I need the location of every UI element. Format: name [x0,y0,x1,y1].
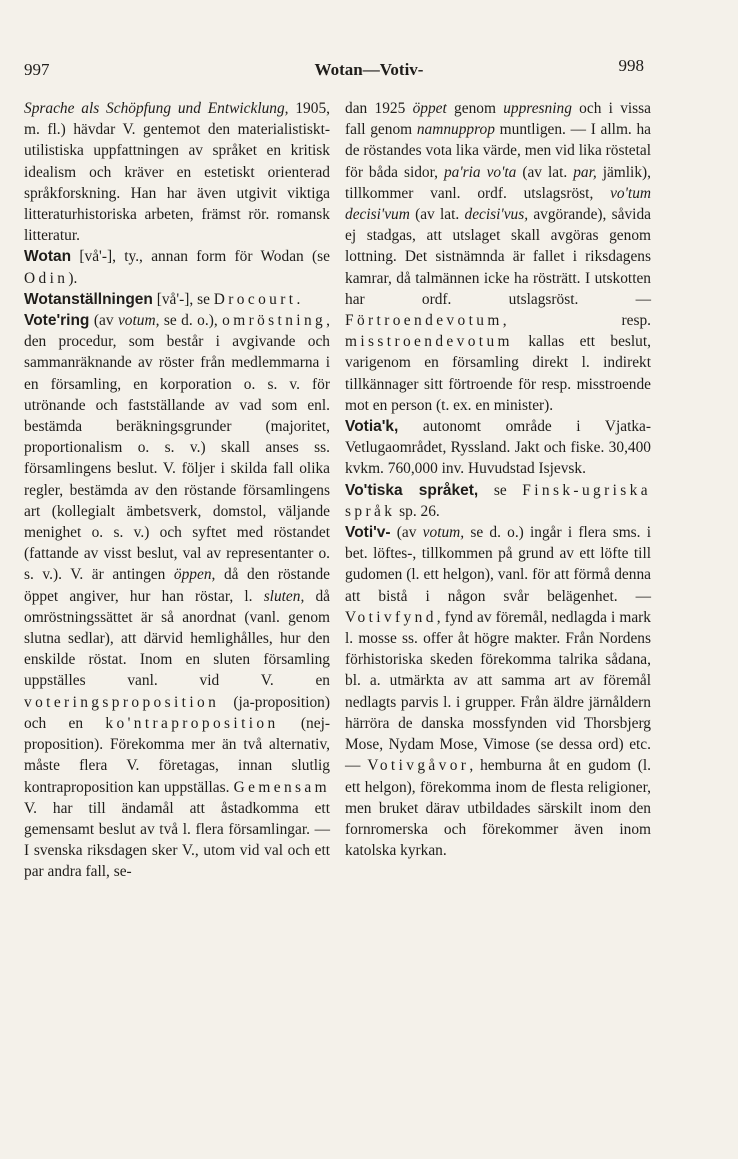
page-header [0,56,738,86]
headword: Vote'ring [24,312,90,330]
right-column [345,98,651,861]
headword: Wotanställningen [24,290,153,308]
entry-wotan: Wotan [vå'-], ty., annan form för Wodan (se Odin). [24,248,330,287]
left-column [24,98,330,883]
entry-continuation: Sprache als Schöpfung und Entwicklung, 1905, m. fl.) hävdar V. gentemot den materialistiskt-utilistiska uppfattningen av språket en kritisk idealism och kräver en estetiskt orienterad språkforskning. Han har även utgivit viktiga litteraturhistoriska arbeten, främst rör. romansk litteratur. [24,100,330,245]
page-number-left: 997 [24,60,50,79]
entry-wotanstallningen: Wotanställningen [vå'-], se Drocourt. [24,290,301,308]
entry-votiak: Votia'k, autonomt område i Vjatka-Vetlugaområdet, Ryssland. Jakt och fiske. 30,400 kvkm. 760,000 inv. Huvudstad Isjevsk. [345,418,651,478]
entry-votering: Vote'ring (av votum, se d. o.), omröstning, den procedur, som består i avgivande och sammanräknande av röster från medlemmarna i en församling, en korporation o. s. v. för utrönande och fastställande av vad som enl. bestämda beräkningsgrunder (majoritet, proportionalism o. s. v.) skall anses ss. församlingens beslut. V. följer i skilda fall olika regler, bestämda av den röstande församlingens art (kollegialt ämbetsverk, domstol, väljande menighet o. s. v.) och syftet med röstandet (fattande av visst beslut, val av representanter o. s. v.). V. är antingen öppen, då den röstande öppet angiver, hur han röstar, l. sluten, då omröstningssättet är så anordnat (vanl. genom slutna sedlar), att därvid hemlighålles, hur den enskilde röstat. Inom en sluten församling uppställes vanl. vid V. en voteringsproposition (ja-proposition) och en ko'ntraproposition (nej-proposition). Förekomma mer än två alternativ, måste flera V. företagas, innan slutlig kontraproposition kan uppställas. Gemensam V. har till ändamål att åstadkomma ett gemensamt beslut av två l. flera församlingar. — I svenska riksdagen sker V., utom vid val och ett par andra fall, se- [24,312,331,881]
headword: Voti'v- [345,524,391,542]
page-number-right: 998 [618,56,644,75]
headword: Wotan [24,248,72,266]
headword: Vo'tiska språket, [345,481,479,499]
entry-votering-continued: dan 1925 öppet genom uppresning och i vissa fall genom namnupprop muntligen. — I allm. ha de röstandes vota lika värde, men vid lika röstetal för båda sidor, pa'ria vo'ta (av lat. par, jämlik), tillkommer vanl. ordf. utslagsröst, vo'tum decisi'vum (av lat. decisi'vus, avgörande), såvida ej stadgas, att utslaget skall avgöras genom lottning. Det sistnämnda är fallet i riksdagens kamrar, då talmännen icke ha rösträtt. I utskotten har ordf. utslagsröst. — Förtroendevotum, resp. misstroendevotum kallas ett beslut, varigenom en församling direkt l. indirekt tillkännager sitt förtroende för resp. misstroende mot en person (t. ex. en minister). [345,100,651,414]
running-head: Wotan—Votiv- [314,60,424,79]
entry-votiv: Voti'v- (av votum, se d. o.) ingår i flera sms. i bet. löftes-, tillkommen på grund av ett löfte till gudomen (l. ett helgon), vanl. för att förmå denna att bistå i någon svår belägenhet. — Votivfynd, fynd av föremål, nedlagda i mark l. mosse ss. offer åt högre makter. Från Nordens förhistoriska skeden förekomma talrika sådana, bl. a. utmärkta av att samma art av föremål nedlagts parvis l. i grupper. Från äldre järnåldern härröra de danska mossfynden vid Thorsbjerg Mose, Nydam Mose, Vimose (se dessa ord) etc. — Votivgåvor, hemburna åt en gudom (l. ett helgon), förekomma inom de flesta religioner, men bruket därav utbildades särskilt inom den fornromerska och förekommer även inom katolska kyrkan. [345,524,651,860]
headword: Votia'k, [345,418,399,436]
entry-votiska-spraket: Vo'tiska språket, se Finsk-ugriska språk sp. 26. [345,481,651,520]
